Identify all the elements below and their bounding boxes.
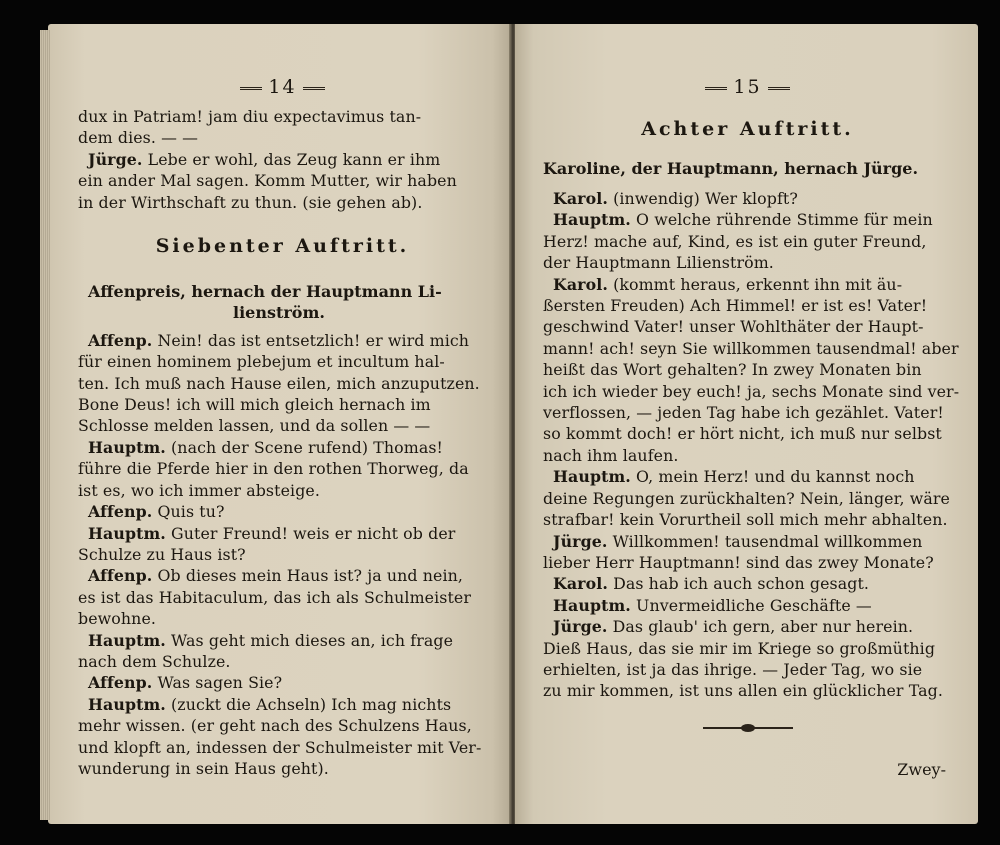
- text-line: Herz! mache auf, Kind, es ist ein guter Freund,: [543, 231, 927, 251]
- text-line: so kommt doch! er hört nicht, ich muß nur selbst: [543, 424, 942, 444]
- left-page-content: [78, 24, 487, 779]
- text-line: heißt das Wort gehalten? In zwey Monaten bin: [543, 360, 922, 380]
- text-line: und klopft an, indessen der Schulmeister mit Ver-: [78, 737, 482, 757]
- open-book: [48, 24, 978, 824]
- text-line: zu mir kommen, ist uns allen ein glücklicher Tag.: [543, 681, 943, 701]
- left-dialogue: [78, 330, 487, 780]
- scene-title: Siebenter Auftritt.: [155, 235, 410, 258]
- text-line: mehr wissen. (er geht nach des Schulzens Haus,: [78, 716, 472, 736]
- text-line: geschwind Vater! unser Wohlthäter der Haupt-: [543, 317, 924, 337]
- text-line: verflossen, — jeden Tag habe ich gezählet. Vater!: [543, 403, 944, 423]
- speech-first-line: Affenp. Was sagen Sie?: [88, 673, 283, 693]
- left-top-text: [78, 106, 487, 149]
- jurge-speech-line: Jürge. Lebe er wohl, das Zeug kann er ihm: [88, 149, 441, 169]
- right-page: [515, 24, 978, 824]
- speaker-name: Affenp.: [88, 330, 153, 350]
- speaker-name: Jürge.: [553, 531, 608, 551]
- scene-title: Achter Auftritt.: [641, 118, 854, 140]
- text-line: Schlosse melden lassen, und da sollen — —: [78, 416, 431, 436]
- page-number-right: 15: [543, 76, 952, 106]
- persons-list: Karoline, der Hauptmann, hernach Jürge.: [543, 159, 919, 178]
- text-line: dem dies. — —: [78, 128, 199, 148]
- text-line: dux in Patriam! jam diu expectavimus tan-: [78, 107, 422, 126]
- speech-first-line: Hauptm. Unvermeidliche Geschäfte —: [553, 595, 872, 615]
- speaker-name: Jürge.: [88, 149, 143, 169]
- text-line: führe die Pferde hier in den rothen Thorweg, da: [78, 459, 469, 479]
- page-edges: [40, 30, 50, 820]
- speech-first-line: Affenp. Ob dieses mein Haus ist? ja und nein,: [88, 566, 464, 586]
- speaker-name: Affenp.: [88, 673, 153, 693]
- speaker-name: Hauptm.: [553, 595, 631, 615]
- speaker-name: Hauptm.: [88, 437, 166, 457]
- speech-first-line: Karol. (kommt heraus, erkennt ihn mit äu-: [553, 274, 903, 294]
- text-line: mann! ach! seyn Sie willkommen tausendmal! aber: [543, 338, 959, 358]
- speaker-name: Hauptm.: [88, 523, 166, 543]
- right-dialogue: [543, 188, 960, 702]
- right-page-content: [543, 24, 960, 779]
- speech-first-line: Karol. Das hab ich auch schon gesagt.: [553, 574, 870, 594]
- speech-first-line: Affenp. Quis tu?: [88, 502, 225, 522]
- text-line: nach ihm laufen.: [543, 445, 679, 465]
- speaker-name: Hauptm.: [88, 630, 166, 650]
- text-line: Schulze zu Haus ist?: [78, 544, 246, 564]
- text-line: Bone Deus! ich will mich gleich hernach im: [78, 395, 431, 415]
- speech-first-line: Hauptm. O welche rührende Stimme für mein: [553, 210, 933, 230]
- speaker-name: Hauptm.: [88, 694, 166, 714]
- text-line: nach dem Schulze.: [78, 651, 231, 671]
- speech-first-line: Jürge. Das glaub' ich gern, aber nur herein.: [553, 617, 914, 637]
- text-line: der Hauptmann Lilienström.: [543, 253, 774, 273]
- speaker-name: Affenp.: [88, 566, 153, 586]
- text-line: für einen hominem plebejum et incultum hal-: [78, 352, 445, 372]
- speech-first-line: Hauptm. Was geht mich dieses an, ich frage: [88, 630, 454, 650]
- text-line: ßersten Freuden) Ach Himmel! er ist es! Vater!: [543, 296, 928, 316]
- text-line: erhielten, ist ja das ihrige. — Jeder Tag, wo sie: [543, 659, 923, 679]
- left-page: [48, 24, 511, 824]
- text-line: deine Regungen zurückhalten? Nein, länger, wäre: [543, 488, 951, 508]
- speaker-name: Affenp.: [88, 502, 153, 522]
- page-number-left: 14: [78, 76, 487, 106]
- text-line: wunderung in sein Haus geht).: [78, 758, 329, 778]
- speaker-name: Karol.: [553, 274, 608, 294]
- text-line: ein ander Mal sagen. Komm Mutter, wir haben: [78, 171, 457, 191]
- text-line: Dieß Haus, das sie mir im Kriege so großmüthig: [543, 638, 936, 658]
- speech-first-line: Hauptm. (zuckt die Achseln) Ich mag nichts: [88, 694, 452, 714]
- text-line: ich ich wieder bey euch! ja, sechs Monate sind ver-: [543, 381, 960, 401]
- speech-first-line: Affenp. Nein! das ist entsetzlich! er wird mich: [88, 330, 470, 350]
- text-line: strafbar! kein Vorurtheil soll mich mehr abhalten.: [543, 510, 948, 530]
- speech-first-line: Hauptm. O, mein Herz! und du kannst noch: [553, 467, 915, 487]
- text-line: in der Wirthschaft zu thun. (sie gehen ab).: [78, 192, 423, 212]
- text-line: ten. Ich muß nach Hause eilen, mich anzuputzen.: [78, 373, 480, 393]
- speaker-name: Hauptm.: [553, 210, 631, 230]
- speaker-name: Hauptm.: [553, 467, 631, 487]
- text-line: lieber Herr Hauptmann! sind das zwey Monate?: [543, 552, 934, 572]
- speaker-name: Karol.: [553, 189, 608, 208]
- end-ornament: [703, 724, 793, 732]
- text-line: es ist das Habitaculum, das ich als Schulmeister: [78, 587, 472, 607]
- speech-first-line: Hauptm. Guter Freund! weis er nicht ob der: [88, 523, 456, 543]
- speaker-name: Karol.: [553, 574, 608, 594]
- speech-first-line: Karol. (inwendig) Wer klopft?: [553, 189, 798, 208]
- speaker-name: Jürge.: [553, 617, 608, 637]
- text-line: ist es, wo ich immer absteige.: [78, 480, 320, 500]
- speech-first-line: Jürge. Willkommen! tausendmal willkommen: [553, 531, 923, 551]
- persons-list: Affenpreis, hernach der Hauptmann Li- lienström.: [88, 282, 442, 323]
- speech-first-line: Hauptm. (nach der Scene rufend) Thomas!: [88, 437, 443, 457]
- catchword: Zwey-: [897, 759, 946, 779]
- text-line: bewohne.: [78, 609, 157, 629]
